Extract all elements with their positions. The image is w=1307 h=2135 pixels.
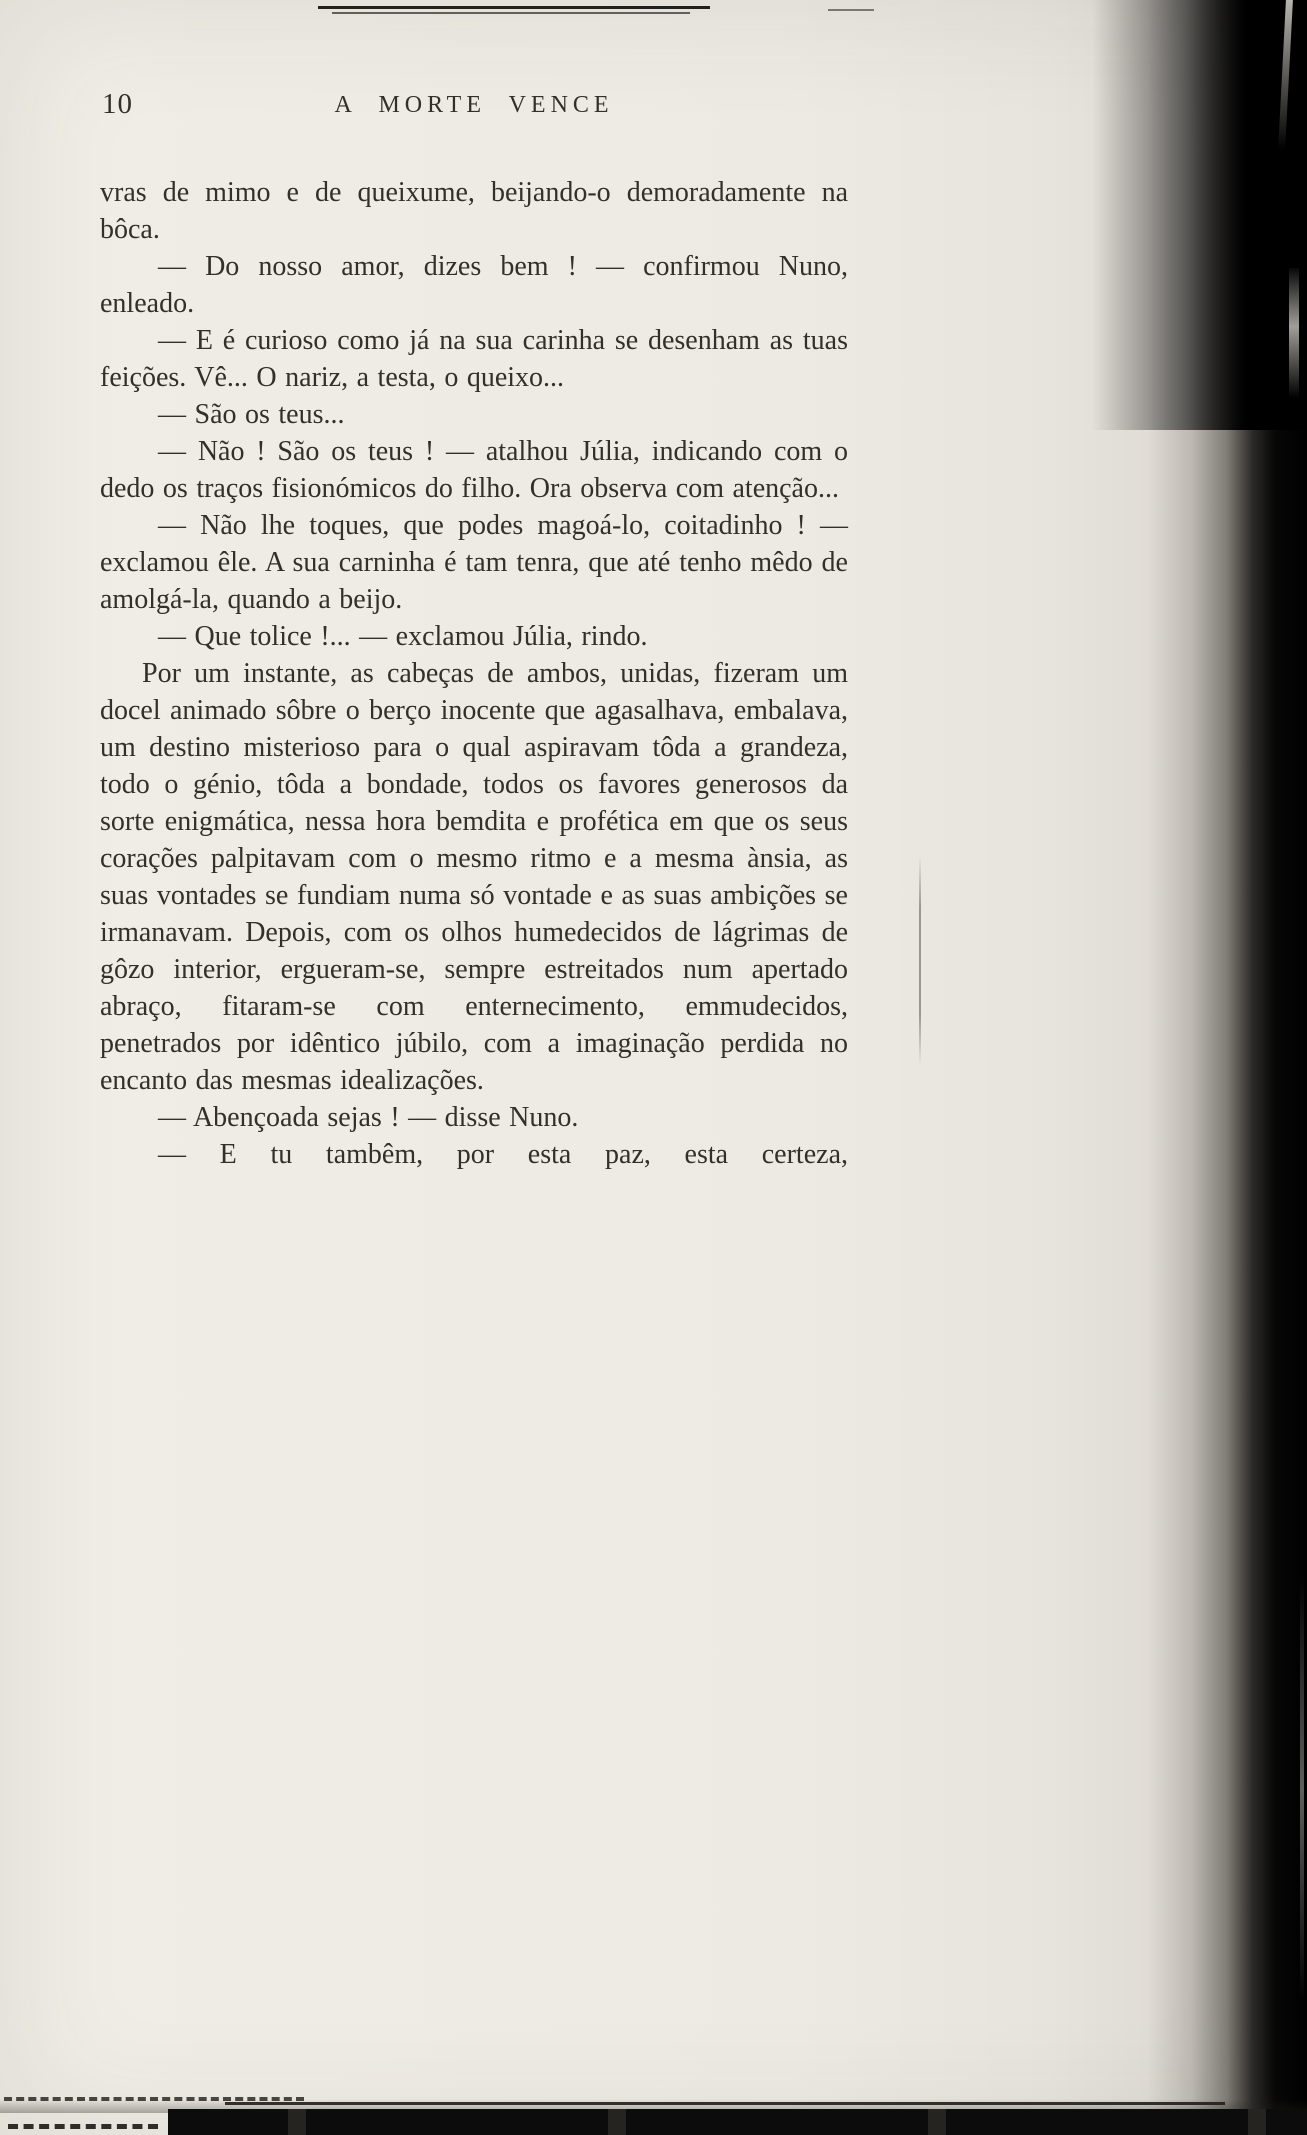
paragraph: — Não lhe toques, que podes magoá-lo, coitadinho ! — exclamou êle. A sua carninha é tam tenra, que até tenho mêdo de amolgá-la, quando a beijo. (100, 510, 848, 615)
binding-highlight (1300, 1580, 1304, 2000)
paragraph: — Que tolice !... — exclamou Júlia, rindo. (158, 621, 648, 652)
book-binding-shadow-top (1092, 0, 1307, 430)
scan-artifact-top-line (318, 6, 710, 9)
paragraph: — E tu tambêm, por esta paz, esta certeza, (158, 1139, 848, 1170)
paragraph: — Abençoada sejas ! — disse Nuno. (158, 1102, 579, 1133)
scan-artifact-bottom-band (168, 2109, 1307, 2135)
scan-artifact-bottom-marks (8, 2124, 158, 2129)
paragraph: Por um instante, as cabeças de ambos, unidas, fizeram um docel animado sôbre o berço inocente que agasalhava, embalava, um destino misterioso para o qual aspiravam tôda a grandeza, todo o génio, tôda a bondade, todos os favores generosos da sorte enigmática, nessa hora bemdita e profética em que os seus corações palpitavam com o mesmo ritmo e a mesma ànsia, as suas vontades se fundiam numa só vontade e as suas ambições se irmanavam. Depois, com os olhos humedecidos de lágrimas de gôzo interior, ergueram-se, sempre estreitados num apertado abraço, fitaram-se com enternecimento, emmudecidos, penetrados por idêntico júbilo, com a imaginação perdida no encanto das mesmas idealizações. (100, 658, 848, 1096)
scan-artifact-top-line (332, 12, 690, 14)
binding-highlight (1289, 268, 1299, 398)
page-content (100, 88, 848, 1173)
page-crease-line (919, 856, 921, 1066)
body-text (100, 174, 848, 1173)
paragraph: — Do nosso amor, dizes bem ! — confirmou Nuno, enleado. (100, 251, 848, 319)
paragraph: vras de mimo e de queixume, beijando-o demoradamente na bôca. (100, 177, 848, 245)
paragraph: — São os teus... (158, 399, 345, 430)
page-number: 10 (102, 88, 133, 120)
scan-artifact-bottom-line (225, 2102, 1225, 2105)
paragraph: — E é curioso como já na sua carinha se desenham as tuas feições. Vê... O nariz, a testa, o queixo... (100, 325, 848, 393)
paragraph: — Não ! São os teus ! — atalhou Júlia, indicando com o dedo os traços fisionómicos do filho. Ora observa com atenção... (100, 436, 848, 504)
scan-artifact-top-dash (828, 9, 874, 11)
page-header (100, 88, 848, 132)
scan-artifact-bottom-dashes (4, 2097, 304, 2101)
running-title: A MORTE VENCE (334, 92, 614, 118)
